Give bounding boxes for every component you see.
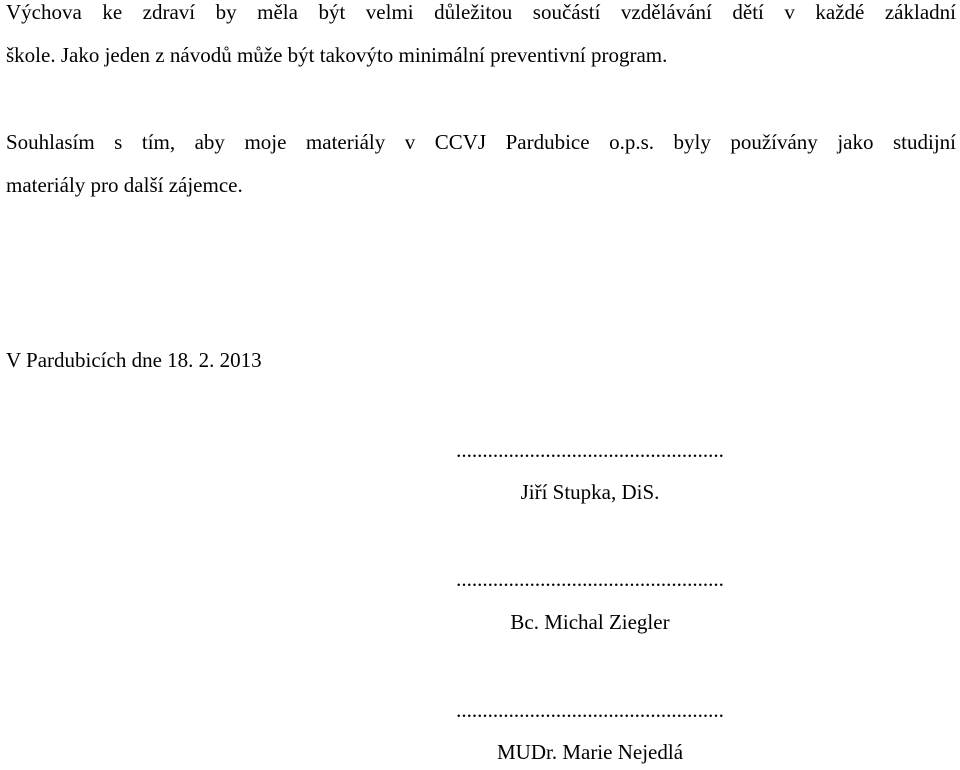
paragraph-2-line-1: Souhlasím s tím, aby moje materiály v CCVJ Pardubice o.p.s. byly používány jako studijní <box>6 130 956 154</box>
paragraph-1-line-1: Výchova ke zdraví by měla být velmi důležitou součástí vzdělávání dětí v každé základní <box>6 0 956 24</box>
place-and-date: V Pardubicích dne 18. 2. 2013 <box>6 348 262 372</box>
signatory-name: Jiří Stupka, DiS. <box>520 480 660 504</box>
paragraph-2-line-2: materiály pro další zájemce. <box>6 173 243 197</box>
signatory-name: MUDr. Marie Nejedlá <box>496 740 684 764</box>
paragraph-1-line-2: škole. Jako jeden z návodů může být takovýto minimální preventivní program. <box>6 43 668 67</box>
signature-line: ................................................... <box>456 438 724 462</box>
signature-line: ................................................... <box>456 698 724 722</box>
signature-line: ................................................... <box>456 567 724 591</box>
signatory-name: Bc. Michal Ziegler <box>510 610 670 634</box>
